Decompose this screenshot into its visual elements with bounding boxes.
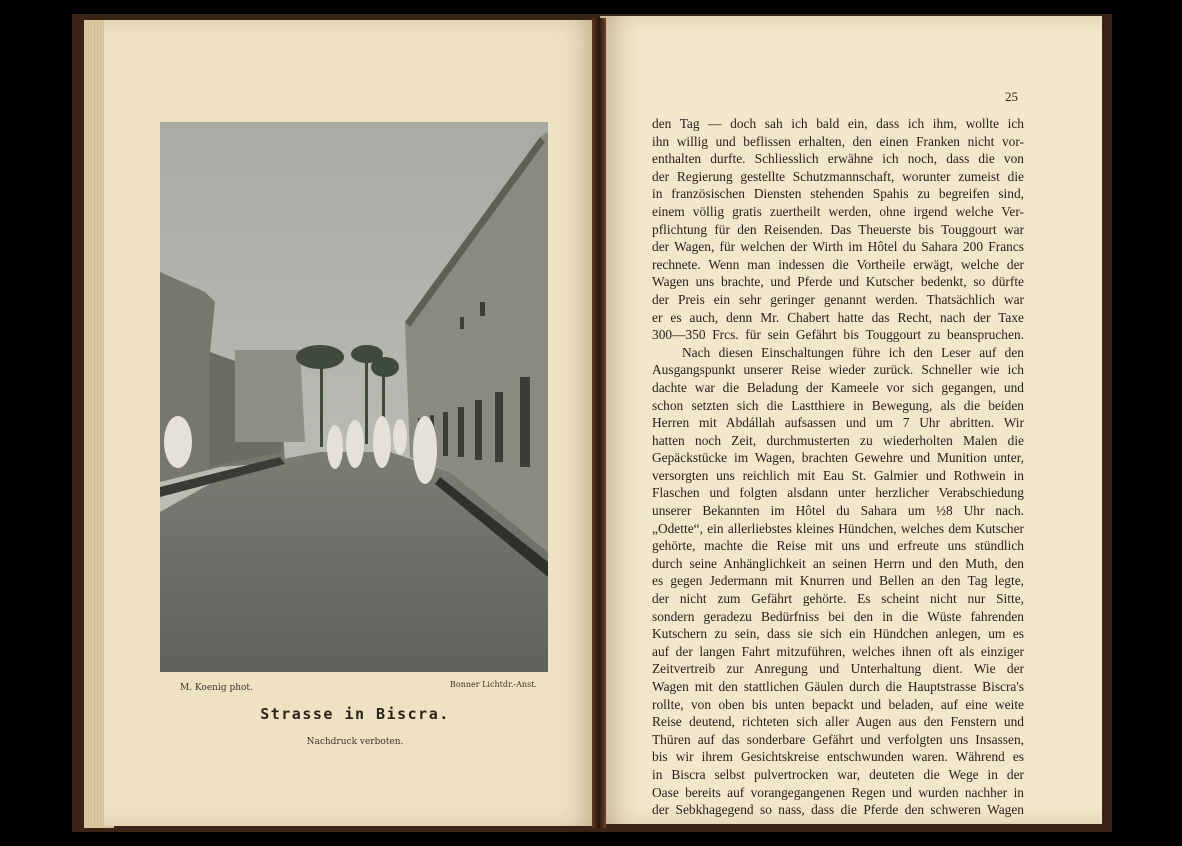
text-line: ihn willig und beflissen erhalten, den einen Franken nicht vor-	[652, 133, 1024, 149]
text-line: einem völlig gratis zuertheilt werden, ohne irgend welche Ver-	[652, 203, 1024, 219]
street-photo	[160, 122, 548, 672]
text-line: rollte, von oben bis unten bepackt und beladen, auf eine weite	[652, 696, 1024, 712]
text-line: in Biscra selbst pulvertrocken war, deuteten die Wege in der	[652, 766, 1024, 782]
text-line: der Preis ein sehr geringer genannt werden. Thatsächlich war	[652, 291, 1024, 307]
text-line: in französischen Diensten stehenden Spahis zu begreifen sind,	[652, 186, 1024, 202]
text-line: hatten noch Zeit, durchmusterten zu wiederholten Malen die	[652, 432, 1024, 448]
text-line: 300—350 Frcs. für sein Gefährt bis Touggourt zu beanspruchen.	[652, 327, 1024, 343]
text-line: auf der langen Fahrt mitzuführen, welches ihnen oft als einziger	[652, 643, 1024, 659]
text-line: Gepäckstücke im Wagen, brachten Gewehre und Munition unter,	[652, 450, 1024, 466]
text-line: Wagen mit den stattlichen Gäulen durch die Hauptstrasse Biscra's	[652, 679, 1024, 694]
text-line: den Tag — doch sah ich bald ein, dass ich ihm, wollte ich	[652, 116, 1024, 131]
reproduction-note: Nachdruck verboten.	[306, 737, 404, 747]
photo-caption: Strasse in Biscra.	[260, 705, 450, 723]
body-text	[652, 115, 1024, 819]
text-line: Oase bereits auf vorangegangenen Regen und wurden nachher in	[652, 784, 1024, 800]
text-line: sondern geradezu Bedürfniss bei den in die Wüste fahrenden	[652, 608, 1024, 624]
text-line: der nicht zum Gefährt gehörte. Es scheint nicht nur Sitte,	[652, 591, 1024, 607]
text-line: rechnete. Wenn man indessen die Vortheile erwägt, welche der	[652, 256, 1024, 272]
text-line: Wagen uns brachte, und Pferde und Kutscher bedenkt, so dürfte	[652, 274, 1024, 290]
text-line: schon setzten sich die Lastthiere in Bewegung, als die beiden	[652, 397, 1024, 413]
text-line: Kutschern zu sein, dass sie sich ein Hündchen anlegen, um es	[652, 626, 1024, 642]
book-spine	[592, 18, 606, 828]
text-line: versorgten uns reichlich mit Eau St. Galmier und Rothwein in	[652, 467, 1024, 483]
text-line: durch seine Anhänglichkeit an seinen Herrn und den Muth, den	[652, 555, 1024, 571]
text-line: pflichtung für den Reisenden. Das Theuerste bis Touggourt war	[652, 221, 1024, 237]
text-line: dachte war die Beladung der Kameele vor sich gegangen, und	[652, 379, 1024, 395]
text-line: Ausgangspunkt unserer Reise wieder zurück. Schneller wie ich	[652, 362, 1024, 378]
text-line: Zeitvertreib zur Anregung und Unterhaltung dient. Wie der	[652, 661, 1024, 677]
text-line: Herren mit Abdállah aufsassen und um 7 Uhr abritten. Wir	[652, 415, 1024, 431]
photographer-credit: M. Koenig phot.	[180, 683, 253, 693]
page-number: 25	[1005, 89, 1018, 104]
text-line: gehörte, machte die Reise mit uns und erfreute uns stündlich	[652, 538, 1024, 554]
text-line: der Sebkhagegend so nass, dass die Pferde den schweren Wagen	[652, 802, 1024, 818]
text-line: „Odette“, ein allerliebstes kleines Hündchen, welches dem Kutscher	[652, 520, 1024, 536]
text-line: Nach diesen Einschaltungen führe ich den Leser auf den	[682, 344, 1024, 360]
text-line: er es auch, denn Mr. Chabert hatte das Recht, nach der Taxe	[652, 309, 1024, 325]
text-line: der Wagen, für welchen der Wirth im Hôtel du Sahara 200 Francs	[652, 239, 1024, 255]
text-line: es gegen Jedermann mit Knurren und Bellen an den Tag legte,	[652, 573, 1024, 589]
text-line: Thüren auf das sonderbare Gefährt und verfolgten uns Insassen,	[652, 731, 1024, 747]
printer-credit: Bonner Lichtdr.-Anst.	[450, 680, 537, 689]
text-line: bis wir ihrem Gesichtskreise entschwunden waren. Während es	[652, 749, 1024, 765]
text-line: Flaschen und folgten alsdann unter herzlicher Verabschiedung	[652, 485, 1024, 501]
text-line: enthalten durfte. Schliesslich erwähne ich noch, dass die von	[652, 151, 1024, 167]
text-line: der Regierung gestellte Schutzmannschaft, worunter zumeist die	[652, 168, 1024, 184]
text-line: Reise deutend, richteten sich aller Augen aus den Fenstern und	[652, 714, 1024, 730]
street-photo-image	[160, 122, 548, 672]
text-line: unserer Bekannten im Hôtel du Sahara um ½8 Uhr nach.	[652, 503, 1024, 519]
